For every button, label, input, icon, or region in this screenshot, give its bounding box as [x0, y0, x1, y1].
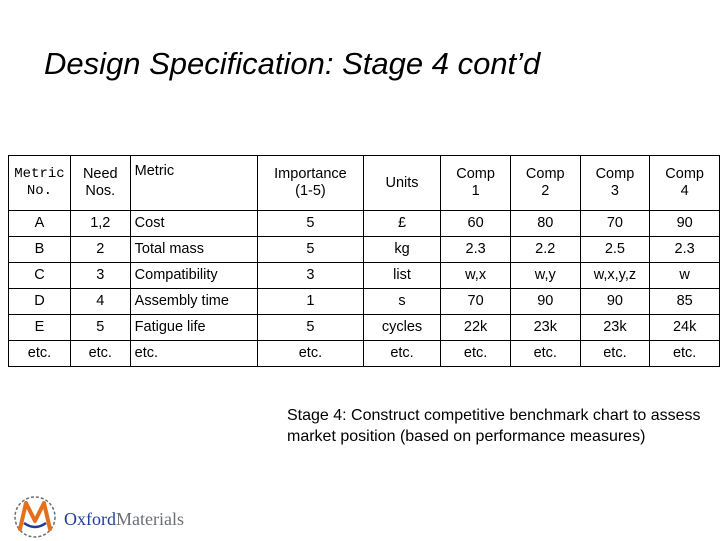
cell-comp-1: w,x	[441, 263, 511, 289]
cell-importance: 3	[258, 263, 364, 289]
cell-comp-4: etc.	[650, 341, 720, 367]
cell-metric: Assembly time	[130, 289, 257, 315]
cell-metric-no: etc.	[9, 341, 71, 367]
table-header-row	[9, 156, 720, 211]
cell-importance: 1	[258, 289, 364, 315]
cell-metric: Compatibility	[130, 263, 257, 289]
cell-units: s	[363, 289, 441, 315]
cell-comp-1: 70	[441, 289, 511, 315]
header-comp-1: Comp 1	[441, 156, 511, 211]
cell-metric-no: D	[9, 289, 71, 315]
cell-comp-1: 2.3	[441, 237, 511, 263]
logo-wordmark: OxfordMaterials	[64, 509, 184, 529]
table-row	[9, 289, 720, 315]
cell-comp-4: w	[650, 263, 720, 289]
cell-units: kg	[363, 237, 441, 263]
cell-need-nos: 4	[70, 289, 130, 315]
logo-mark-icon	[12, 493, 58, 539]
slide-title: Design Specification: Stage 4 cont’d	[44, 46, 541, 81]
cell-metric: Total mass	[130, 237, 257, 263]
cell-units: cycles	[363, 315, 441, 341]
cell-comp-3: 90	[580, 289, 650, 315]
benchmark-table	[8, 155, 720, 367]
cell-comp-1: 22k	[441, 315, 511, 341]
cell-comp-4: 85	[650, 289, 720, 315]
cell-metric-no: E	[9, 315, 71, 341]
cell-comp-4: 90	[650, 211, 720, 237]
cell-metric-no: C	[9, 263, 71, 289]
cell-need-nos: 3	[70, 263, 130, 289]
cell-metric: Fatigue life	[130, 315, 257, 341]
header-comp-2: Comp 2	[510, 156, 580, 211]
cell-metric: etc.	[130, 341, 257, 367]
cell-metric: Cost	[130, 211, 257, 237]
cell-comp-3: 70	[580, 211, 650, 237]
cell-comp-2: 23k	[510, 315, 580, 341]
cell-need-nos: 1,2	[70, 211, 130, 237]
cell-need-nos: 5	[70, 315, 130, 341]
cell-comp-3: w,x,y,z	[580, 263, 650, 289]
table-row	[9, 315, 720, 341]
cell-comp-3: 23k	[580, 315, 650, 341]
cell-comp-3: 2.5	[580, 237, 650, 263]
header-need-nos: Need Nos.	[70, 156, 130, 211]
cell-importance: 5	[258, 237, 364, 263]
cell-metric-no: A	[9, 211, 71, 237]
cell-need-nos: 2	[70, 237, 130, 263]
table-row	[9, 211, 720, 237]
header-metric: Metric	[130, 156, 257, 211]
header-importance: Importance (1-5)	[258, 156, 364, 211]
cell-comp-2: etc.	[510, 341, 580, 367]
table-row	[9, 341, 720, 367]
stage-note: Stage 4: Construct competitive benchmark chart to assess market position (based on performance measures)	[287, 407, 701, 445]
cell-comp-4: 24k	[650, 315, 720, 341]
header-comp-3: Comp 3	[580, 156, 650, 211]
cell-metric-no: B	[9, 237, 71, 263]
cell-comp-2: 80	[510, 211, 580, 237]
table-row	[9, 263, 720, 289]
cell-comp-3: etc.	[580, 341, 650, 367]
cell-importance: 5	[258, 211, 364, 237]
header-units: Units	[363, 156, 441, 211]
header-comp-4: Comp 4	[650, 156, 720, 211]
cell-comp-2: 90	[510, 289, 580, 315]
cell-comp-4: 2.3	[650, 237, 720, 263]
cell-units: £	[363, 211, 441, 237]
header-metric-no: Metric No.	[9, 156, 71, 211]
cell-importance: etc.	[258, 341, 364, 367]
cell-comp-1: etc.	[441, 341, 511, 367]
cell-units: list	[363, 263, 441, 289]
cell-importance: 5	[258, 315, 364, 341]
cell-need-nos: etc.	[70, 341, 130, 367]
cell-comp-2: 2.2	[510, 237, 580, 263]
cell-comp-1: 60	[441, 211, 511, 237]
cell-comp-2: w,y	[510, 263, 580, 289]
table-row	[9, 237, 720, 263]
cell-units: etc.	[363, 341, 441, 367]
